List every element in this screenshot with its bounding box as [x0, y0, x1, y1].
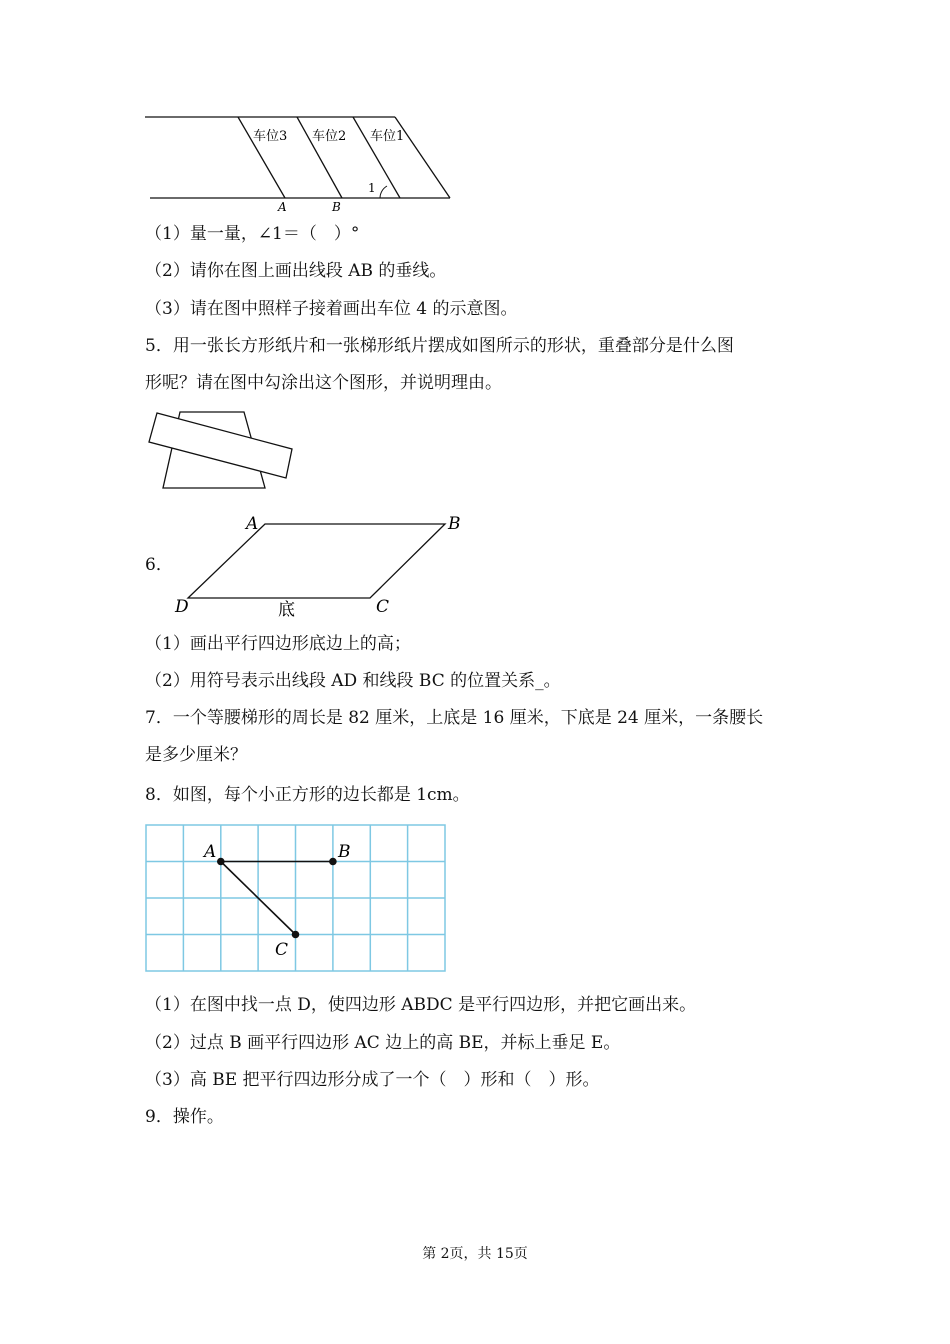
q6-part1: （1）画出平行四边形底边上的高； — [145, 634, 411, 654]
q8-text: 8．如图，每个小正方形的边长都是 1cm。 — [145, 785, 470, 805]
q8-part2: （2）过点 B 画平行四边形 AC 边上的高 BE，并标上垂足 E。 — [145, 1033, 621, 1053]
q5-text-1: 5．用一张长方形纸片和一张梯形纸片摆成如图所示的形状，重叠部分是什么图 — [145, 336, 734, 356]
grid-label-a: A — [204, 842, 217, 862]
vertex-a: A — [246, 514, 259, 534]
overlap-figure — [140, 405, 300, 495]
vertex-b: B — [448, 514, 461, 534]
page-footer: 第 2页，共 15页 — [422, 1246, 528, 1262]
q5-text-2: 形呢？请在图中勾涂出这个图形，并说明理由。 — [145, 373, 502, 393]
point-c — [292, 931, 300, 939]
grid-label-b: B — [338, 842, 351, 862]
vertex-d: D — [175, 597, 189, 617]
point-b — [329, 858, 337, 866]
base-label: 底 — [278, 600, 295, 620]
q4-part2: （2）请你在图上画出线段 AB 的垂线。 — [145, 261, 447, 281]
parking-label-2: 车位2 — [312, 129, 347, 144]
q8-part3: （3）高 BE 把平行四边形分成了一个（ ）形和（ ）形。 — [145, 1070, 600, 1090]
q8-part1: （1）在图中找一点 D，使四边形 ABDC 是平行四边形，并把它画出来。 — [145, 995, 697, 1015]
parking-label-3: 车位3 — [253, 129, 288, 144]
point-a-label: A — [278, 200, 287, 214]
q9-text: 9．操作。 — [145, 1107, 224, 1127]
grid-label-c: C — [275, 940, 289, 960]
point-a — [217, 858, 225, 866]
q4-part1: （1）量一量，∠1＝（ ）° — [145, 224, 360, 244]
q4-part3: （3）请在图中照样子接着画出车位 4 的示意图。 — [145, 299, 518, 319]
parking-figure — [140, 110, 460, 215]
q7-text-2: 是多少厘米？ — [145, 745, 247, 765]
point-b-label: B — [332, 200, 341, 214]
vertex-c: C — [376, 597, 390, 617]
parallelogram-figure — [170, 510, 470, 625]
grid-figure — [140, 820, 452, 976]
q6-number: 6． — [145, 555, 173, 575]
q7-text-1: 7．一个等腰梯形的周长是 82 厘米，上底是 16 厘米，下底是 24 厘米，一条腰长 — [145, 708, 764, 728]
q6-part2: （2）用符号表示出线段 AD 和线段 BC 的位置关系_。 — [145, 671, 561, 691]
angle-label: 1 — [368, 181, 376, 195]
parking-label-1: 车位1 — [370, 129, 405, 144]
